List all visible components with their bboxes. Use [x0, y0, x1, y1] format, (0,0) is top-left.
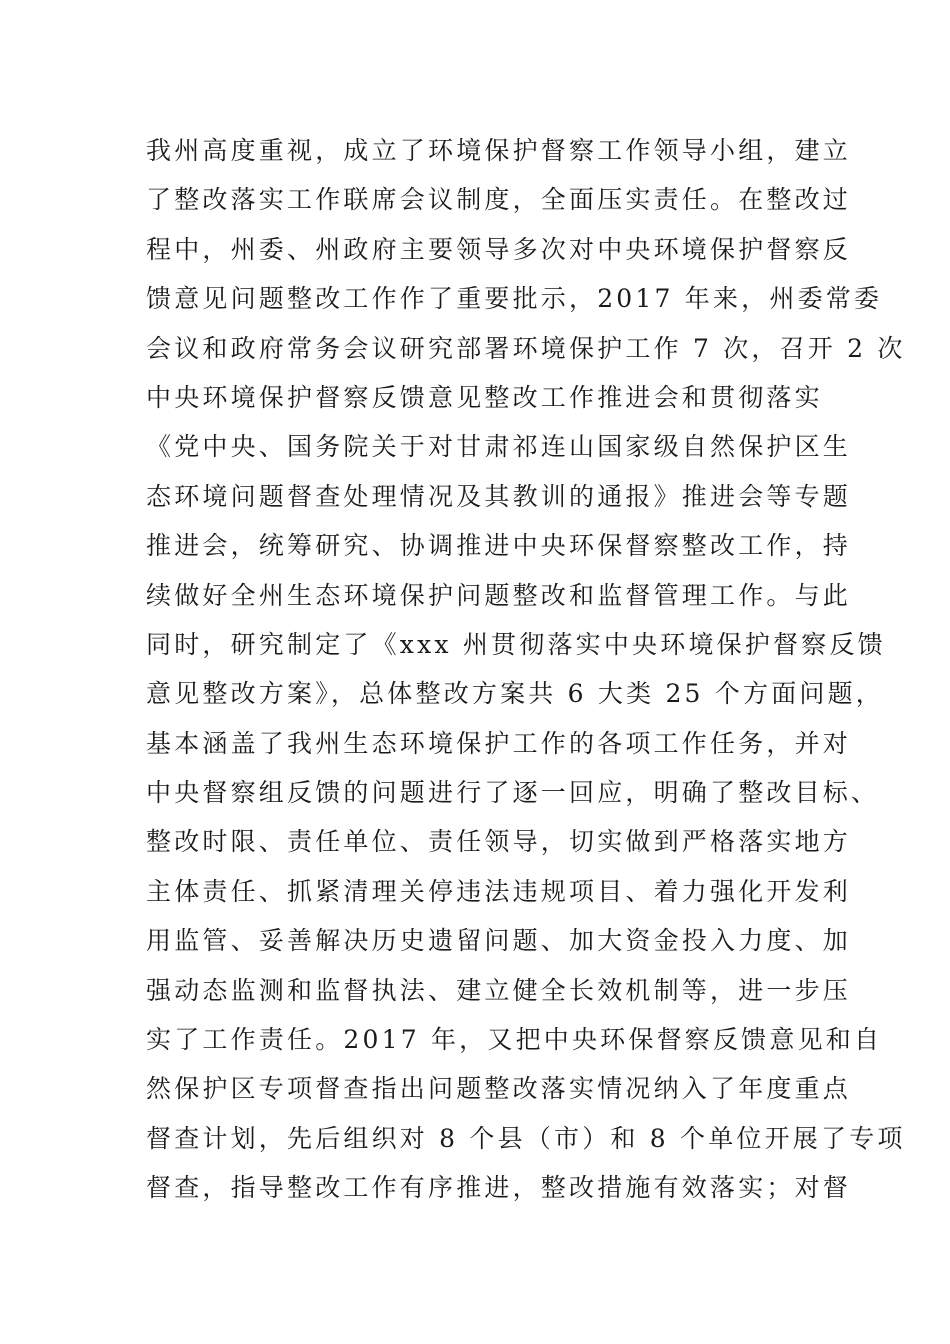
text-line: 整改时限、责任单位、责任领导，切实做到严格落实地方: [146, 827, 852, 857]
text-line: 意见整改方案》，总体整改方案共 6 大类 25 个方面问题，: [146, 679, 885, 709]
text-line: 主体责任、抓紧清理关停违法违规项目、着力强化开发利: [146, 876, 852, 906]
text-line: 推进会，统筹研究、协调推进中央环保督察整改工作，持: [146, 531, 852, 561]
text-line: 用监管、妥善解决历史遗留问题、加大资金投入力度、加: [146, 926, 852, 956]
text-line: 续做好全州生态环境保护问题整改和监督管理工作。与此: [146, 580, 852, 610]
text-line: 督查计划，先后组织对 8 个县（市）和 8 个单位开展了专项: [146, 1123, 906, 1153]
text-line: 然保护区专项督查指出问题整改落实情况纳入了年度重点: [146, 1074, 852, 1104]
text-line: 程中，州委、州政府主要领导多次对中央环境保护督察反: [146, 234, 852, 264]
body-paragraph: [146, 126, 906, 1213]
text-line: 《党中央、国务院关于对甘肃祁连山国家级自然保护区生: [146, 432, 852, 462]
text-line: 强动态监测和监督执法、建立健全长效机制等，进一步压: [146, 975, 852, 1005]
text-line: 中央督察组反馈的问题进行了逐一回应，明确了整改目标、: [146, 778, 880, 808]
text-line: 会议和政府常务会议研究部署环境保护工作 7 次，召开 2 次: [146, 333, 906, 363]
text-line: 态环境问题督查处理情况及其教训的通报》推进会等专题: [146, 481, 852, 511]
text-line: 我州高度重视，成立了环境保护督察工作领导小组，建立: [146, 136, 852, 165]
text-line: 馈意见问题整改工作作了重要批示，2017 年来，州委常委: [146, 284, 883, 314]
text-line: 了整改落实工作联席会议制度，全面压实责任。在整改过: [146, 185, 852, 215]
text-line: 同时，研究制定了《xxx 州贯彻落实中央环境保护督察反馈: [146, 629, 886, 659]
text-line: 实了工作责任。2017 年，又把中央环保督察反馈意见和自: [146, 1025, 883, 1055]
text-line: 督查，指导整改工作有序推进，整改措施有效落实；对督: [146, 1173, 852, 1203]
text-line: 中央环境保护督察反馈意见整改工作推进会和贯彻落实: [146, 382, 823, 412]
text-line: 基本涵盖了我州生态环境保护工作的各项工作任务，并对: [146, 728, 852, 758]
